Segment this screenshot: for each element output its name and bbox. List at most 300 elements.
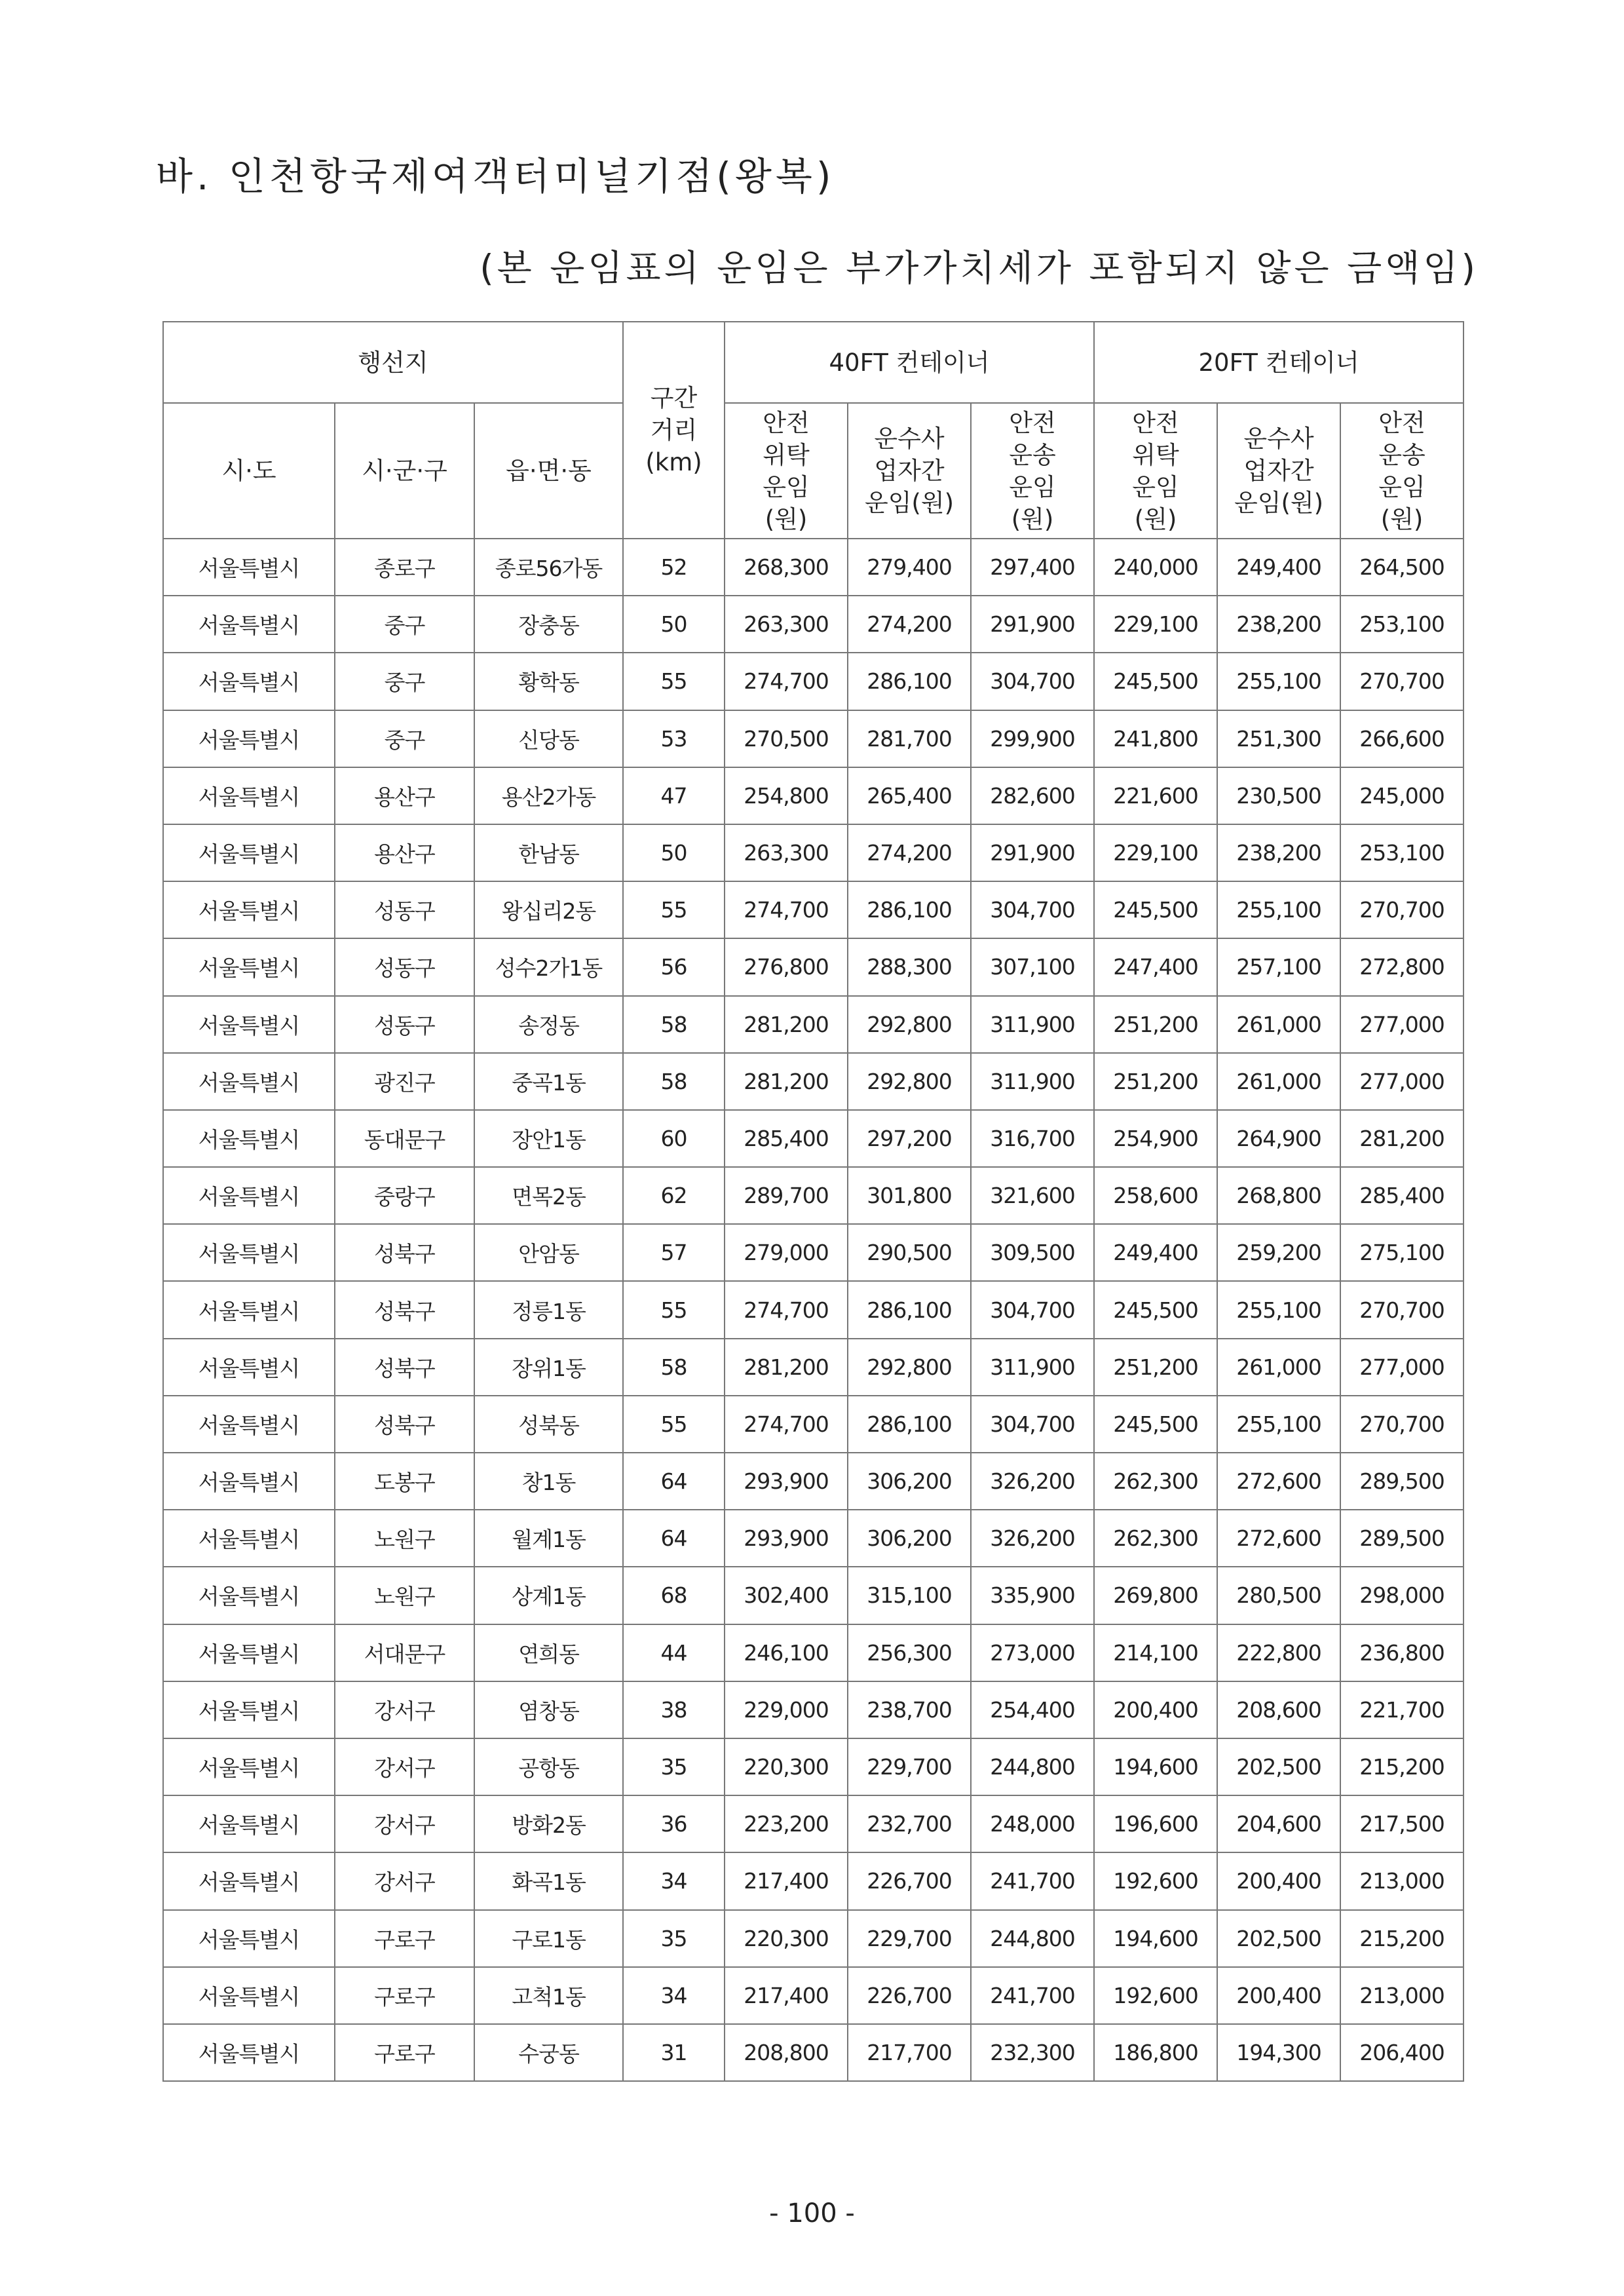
- cell-sido: 서울특별시: [163, 996, 335, 1053]
- cell-distance: 34: [623, 1967, 725, 2024]
- cell-20ft-carrier-rate: 255,100: [1217, 881, 1340, 938]
- cell-sido: 서울특별시: [163, 1510, 335, 1567]
- cell-40ft-carrier-rate: 292,800: [848, 996, 971, 1053]
- header-sido: 시·도: [163, 403, 335, 539]
- cell-40ft-safe-transport: 335,900: [971, 1567, 1094, 1624]
- cell-eupmyeondong: 방화2동: [474, 1795, 623, 1852]
- table-row: [163, 881, 1463, 938]
- cell-40ft-safe-transport: 232,300: [971, 2024, 1094, 2081]
- cell-eupmyeondong: 연희동: [474, 1624, 623, 1681]
- cell-eupmyeondong: 월계1동: [474, 1510, 623, 1567]
- cell-20ft-safe-transport: 270,700: [1340, 653, 1463, 710]
- cell-eupmyeondong: 용산2가동: [474, 767, 623, 824]
- cell-20ft-carrier-rate: 255,100: [1217, 1281, 1340, 1338]
- cell-20ft-safe-consign: 186,800: [1094, 2024, 1217, 2081]
- cell-40ft-safe-transport: 311,900: [971, 996, 1094, 1053]
- cell-40ft-safe-consign: 246,100: [725, 1624, 848, 1681]
- cell-20ft-safe-transport: 277,000: [1340, 1053, 1463, 1110]
- cell-20ft-safe-transport: 277,000: [1340, 1339, 1463, 1396]
- cell-20ft-safe-consign: 251,200: [1094, 1053, 1217, 1110]
- cell-20ft-safe-transport: 215,200: [1340, 1910, 1463, 1967]
- table-row: [163, 1281, 1463, 1338]
- cell-20ft-safe-transport: 277,000: [1340, 996, 1463, 1053]
- table-row: [163, 1567, 1463, 1624]
- cell-20ft-safe-transport: 289,500: [1340, 1453, 1463, 1510]
- cell-sigungu: 강서구: [335, 1681, 474, 1738]
- cell-distance: 38: [623, 1681, 725, 1738]
- cell-20ft-safe-transport: 275,100: [1340, 1224, 1463, 1281]
- cell-20ft-carrier-rate: 208,600: [1217, 1681, 1340, 1738]
- cell-distance: 52: [623, 539, 725, 596]
- cell-distance: 50: [623, 824, 725, 881]
- cell-20ft-carrier-rate: 268,800: [1217, 1167, 1340, 1224]
- header-40ft-safe-consign: 안전위탁운임(원): [725, 403, 848, 539]
- cell-20ft-safe-transport: 245,000: [1340, 767, 1463, 824]
- cell-distance: 55: [623, 881, 725, 938]
- cell-20ft-safe-consign: 200,400: [1094, 1681, 1217, 1738]
- cell-eupmyeondong: 화곡1동: [474, 1852, 623, 1909]
- cell-40ft-safe-consign: 220,300: [725, 1738, 848, 1795]
- cell-sido: 서울특별시: [163, 1281, 335, 1338]
- cell-40ft-safe-consign: 217,400: [725, 1852, 848, 1909]
- cell-40ft-safe-transport: 307,100: [971, 938, 1094, 995]
- cell-distance: 55: [623, 1281, 725, 1338]
- cell-sigungu: 중랑구: [335, 1167, 474, 1224]
- cell-40ft-safe-consign: 302,400: [725, 1567, 848, 1624]
- table-row: [163, 1053, 1463, 1110]
- cell-sigungu: 노원구: [335, 1510, 474, 1567]
- cell-sigungu: 용산구: [335, 767, 474, 824]
- header-40ft-carrier-rate: 운수사업자간 운임(원): [848, 403, 971, 539]
- cell-20ft-carrier-rate: 200,400: [1217, 1967, 1340, 2024]
- cell-eupmyeondong: 장충동: [474, 596, 623, 653]
- cell-distance: 55: [623, 1396, 725, 1453]
- cell-40ft-carrier-rate: 306,200: [848, 1510, 971, 1567]
- cell-20ft-safe-consign: 196,600: [1094, 1795, 1217, 1852]
- cell-sido: 서울특별시: [163, 1339, 335, 1396]
- cell-sido: 서울특별시: [163, 1967, 335, 2024]
- cell-20ft-carrier-rate: 261,000: [1217, 996, 1340, 1053]
- cell-20ft-safe-transport: 270,700: [1340, 881, 1463, 938]
- cell-40ft-safe-transport: 326,200: [971, 1510, 1094, 1567]
- table-row: [163, 2024, 1463, 2081]
- cell-40ft-safe-transport: 326,200: [971, 1453, 1094, 1510]
- cell-sido: 서울특별시: [163, 1910, 335, 1967]
- cell-sigungu: 강서구: [335, 1852, 474, 1909]
- cell-20ft-carrier-rate: 202,500: [1217, 1910, 1340, 1967]
- cell-40ft-carrier-rate: 226,700: [848, 1852, 971, 1909]
- cell-40ft-carrier-rate: 286,100: [848, 881, 971, 938]
- cell-sigungu: 성동구: [335, 938, 474, 995]
- cell-40ft-carrier-rate: 279,400: [848, 539, 971, 596]
- cell-sido: 서울특별시: [163, 710, 335, 767]
- cell-40ft-safe-consign: 274,700: [725, 1281, 848, 1338]
- header-40ft-safe-transport: 안전운송운임(원): [971, 403, 1094, 539]
- cell-eupmyeondong: 성북동: [474, 1396, 623, 1453]
- cell-20ft-safe-consign: 192,600: [1094, 1852, 1217, 1909]
- cell-40ft-safe-transport: 254,400: [971, 1681, 1094, 1738]
- cell-sido: 서울특별시: [163, 1738, 335, 1795]
- cell-sigungu: 성북구: [335, 1281, 474, 1338]
- cell-40ft-safe-transport: 316,700: [971, 1110, 1094, 1167]
- cell-20ft-safe-consign: 194,600: [1094, 1738, 1217, 1795]
- table-row: [163, 1795, 1463, 1852]
- cell-distance: 36: [623, 1795, 725, 1852]
- cell-20ft-safe-consign: 240,000: [1094, 539, 1217, 596]
- header-40ft: 40FT 컨테이너: [725, 322, 1094, 403]
- cell-distance: 55: [623, 653, 725, 710]
- cell-40ft-carrier-rate: 281,700: [848, 710, 971, 767]
- cell-20ft-safe-transport: 289,500: [1340, 1510, 1463, 1567]
- cell-40ft-safe-transport: 297,400: [971, 539, 1094, 596]
- cell-eupmyeondong: 면목2동: [474, 1167, 623, 1224]
- cell-40ft-safe-consign: 293,900: [725, 1453, 848, 1510]
- cell-20ft-carrier-rate: 259,200: [1217, 1224, 1340, 1281]
- table-row: [163, 1224, 1463, 1281]
- cell-20ft-safe-transport: 298,000: [1340, 1567, 1463, 1624]
- cell-20ft-safe-transport: 285,400: [1340, 1167, 1463, 1224]
- cell-20ft-safe-transport: 272,800: [1340, 938, 1463, 995]
- cell-40ft-safe-consign: 223,200: [725, 1795, 848, 1852]
- cell-sido: 서울특별시: [163, 1681, 335, 1738]
- cell-20ft-safe-consign: 245,500: [1094, 1396, 1217, 1453]
- cell-40ft-carrier-rate: 256,300: [848, 1624, 971, 1681]
- cell-sido: 서울특별시: [163, 938, 335, 995]
- cell-40ft-carrier-rate: 274,200: [848, 824, 971, 881]
- cell-eupmyeondong: 안암동: [474, 1224, 623, 1281]
- cell-20ft-safe-consign: 221,600: [1094, 767, 1217, 824]
- cell-20ft-safe-consign: 269,800: [1094, 1567, 1217, 1624]
- cell-40ft-carrier-rate: 315,100: [848, 1567, 971, 1624]
- header-destination: 행선지: [163, 322, 623, 403]
- cell-40ft-carrier-rate: 292,800: [848, 1053, 971, 1110]
- header-20ft-safe-consign: 안전위탁운임(원): [1094, 403, 1217, 539]
- cell-distance: 58: [623, 1339, 725, 1396]
- table-row: [163, 710, 1463, 767]
- cell-eupmyeondong: 상계1동: [474, 1567, 623, 1624]
- cell-40ft-safe-transport: 309,500: [971, 1224, 1094, 1281]
- cell-20ft-carrier-rate: 261,000: [1217, 1053, 1340, 1110]
- cell-sido: 서울특별시: [163, 881, 335, 938]
- cell-40ft-safe-consign: 281,200: [725, 1053, 848, 1110]
- cell-20ft-carrier-rate: 238,200: [1217, 824, 1340, 881]
- cell-sigungu: 구로구: [335, 1967, 474, 2024]
- table-row: [163, 1110, 1463, 1167]
- cell-20ft-safe-transport: 215,200: [1340, 1738, 1463, 1795]
- cell-20ft-safe-consign: 192,600: [1094, 1967, 1217, 2024]
- cell-20ft-safe-transport: 221,700: [1340, 1681, 1463, 1738]
- cell-20ft-carrier-rate: 272,600: [1217, 1510, 1340, 1567]
- cell-eupmyeondong: 신당동: [474, 710, 623, 767]
- cell-distance: 47: [623, 767, 725, 824]
- cell-20ft-carrier-rate: 238,200: [1217, 596, 1340, 653]
- cell-40ft-safe-transport: 304,700: [971, 653, 1094, 710]
- table-row: [163, 1967, 1463, 2024]
- cell-20ft-carrier-rate: 280,500: [1217, 1567, 1340, 1624]
- cell-20ft-safe-transport: 264,500: [1340, 539, 1463, 596]
- cell-distance: 58: [623, 1053, 725, 1110]
- table-row: [163, 1681, 1463, 1738]
- cell-40ft-carrier-rate: 226,700: [848, 1967, 971, 2024]
- cell-40ft-carrier-rate: 232,700: [848, 1795, 971, 1852]
- cell-40ft-safe-transport: 248,000: [971, 1795, 1094, 1852]
- cell-40ft-safe-consign: 274,700: [725, 653, 848, 710]
- cell-20ft-carrier-rate: 255,100: [1217, 1396, 1340, 1453]
- cell-distance: 34: [623, 1852, 725, 1909]
- table-row: [163, 1396, 1463, 1453]
- cell-sido: 서울특별시: [163, 1795, 335, 1852]
- cell-distance: 64: [623, 1453, 725, 1510]
- cell-eupmyeondong: 왕십리2동: [474, 881, 623, 938]
- cell-40ft-safe-consign: 254,800: [725, 767, 848, 824]
- cell-sigungu: 용산구: [335, 824, 474, 881]
- cell-20ft-carrier-rate: 272,600: [1217, 1453, 1340, 1510]
- cell-40ft-safe-consign: 220,300: [725, 1910, 848, 1967]
- cell-distance: 53: [623, 710, 725, 767]
- cell-sido: 서울특별시: [163, 1624, 335, 1681]
- cell-20ft-safe-transport: 236,800: [1340, 1624, 1463, 1681]
- cell-40ft-safe-transport: 291,900: [971, 596, 1094, 653]
- cell-40ft-carrier-rate: 301,800: [848, 1167, 971, 1224]
- cell-sigungu: 성동구: [335, 996, 474, 1053]
- cell-eupmyeondong: 한남동: [474, 824, 623, 881]
- cell-sido: 서울특별시: [163, 1224, 335, 1281]
- cell-40ft-safe-consign: 281,200: [725, 996, 848, 1053]
- cell-eupmyeondong: 송정동: [474, 996, 623, 1053]
- table-row: [163, 767, 1463, 824]
- cell-distance: 35: [623, 1910, 725, 1967]
- cell-40ft-safe-transport: 299,900: [971, 710, 1094, 767]
- cell-40ft-safe-transport: 282,600: [971, 767, 1094, 824]
- cell-20ft-safe-transport: 253,100: [1340, 596, 1463, 653]
- cell-sido: 서울특별시: [163, 1110, 335, 1167]
- cell-sigungu: 성북구: [335, 1396, 474, 1453]
- cell-sigungu: 광진구: [335, 1053, 474, 1110]
- cell-40ft-safe-consign: 279,000: [725, 1224, 848, 1281]
- cell-sigungu: 종로구: [335, 539, 474, 596]
- table-row: [163, 824, 1463, 881]
- cell-20ft-safe-consign: 245,500: [1094, 653, 1217, 710]
- page-number: - 100 -: [769, 2198, 855, 2229]
- cell-20ft-safe-consign: 251,200: [1094, 996, 1217, 1053]
- cell-20ft-safe-consign: 194,600: [1094, 1910, 1217, 1967]
- vat-note: (본 운임표의 운임은 부가가치세가 포함되지 않은 금액임): [480, 247, 1479, 289]
- cell-eupmyeondong: 정릉1동: [474, 1281, 623, 1338]
- cell-sido: 서울특별시: [163, 1053, 335, 1110]
- table-row: [163, 996, 1463, 1053]
- cell-sido: 서울특별시: [163, 539, 335, 596]
- cell-20ft-safe-transport: 213,000: [1340, 1967, 1463, 2024]
- cell-sido: 서울특별시: [163, 767, 335, 824]
- cell-eupmyeondong: 공항동: [474, 1738, 623, 1795]
- header-sigungu: 시·군·구: [335, 403, 474, 539]
- cell-distance: 68: [623, 1567, 725, 1624]
- cell-20ft-safe-consign: 245,500: [1094, 881, 1217, 938]
- cell-sido: 서울특별시: [163, 824, 335, 881]
- cell-20ft-safe-transport: 206,400: [1340, 2024, 1463, 2081]
- cell-20ft-carrier-rate: 200,400: [1217, 1852, 1340, 1909]
- cell-40ft-safe-transport: 321,600: [971, 1167, 1094, 1224]
- cell-sigungu: 중구: [335, 653, 474, 710]
- cell-40ft-safe-consign: 270,500: [725, 710, 848, 767]
- cell-40ft-safe-transport: 241,700: [971, 1967, 1094, 2024]
- cell-20ft-safe-transport: 281,200: [1340, 1110, 1463, 1167]
- fare-table-body: [163, 539, 1463, 2081]
- cell-40ft-safe-consign: 274,700: [725, 881, 848, 938]
- cell-40ft-safe-transport: 304,700: [971, 1396, 1094, 1453]
- cell-40ft-carrier-rate: 229,700: [848, 1910, 971, 1967]
- cell-distance: 62: [623, 1167, 725, 1224]
- cell-sido: 서울특별시: [163, 1567, 335, 1624]
- table-row: [163, 1738, 1463, 1795]
- cell-20ft-safe-transport: 270,700: [1340, 1396, 1463, 1453]
- cell-sigungu: 성북구: [335, 1224, 474, 1281]
- cell-eupmyeondong: 장위1동: [474, 1339, 623, 1396]
- cell-eupmyeondong: 염창동: [474, 1681, 623, 1738]
- cell-distance: 31: [623, 2024, 725, 2081]
- table-row: [163, 938, 1463, 995]
- cell-20ft-carrier-rate: 251,300: [1217, 710, 1340, 767]
- cell-20ft-safe-consign: 249,400: [1094, 1224, 1217, 1281]
- cell-distance: 64: [623, 1510, 725, 1567]
- header-eupmyeondong: 읍·면·동: [474, 403, 623, 539]
- cell-40ft-safe-consign: 289,700: [725, 1167, 848, 1224]
- section-title: 바. 인천항국제여객터미널기점(왕복): [156, 154, 835, 199]
- cell-eupmyeondong: 황학동: [474, 653, 623, 710]
- table-row: [163, 1910, 1463, 1967]
- cell-distance: 58: [623, 996, 725, 1053]
- cell-40ft-safe-consign: 217,400: [725, 1967, 848, 2024]
- cell-20ft-safe-consign: 229,100: [1094, 596, 1217, 653]
- cell-sido: 서울특별시: [163, 596, 335, 653]
- cell-sigungu: 성북구: [335, 1339, 474, 1396]
- cell-20ft-carrier-rate: 249,400: [1217, 539, 1340, 596]
- cell-40ft-safe-transport: 241,700: [971, 1852, 1094, 1909]
- cell-sigungu: 성동구: [335, 881, 474, 938]
- cell-40ft-safe-consign: 276,800: [725, 938, 848, 995]
- cell-20ft-carrier-rate: 257,100: [1217, 938, 1340, 995]
- cell-sigungu: 도봉구: [335, 1453, 474, 1510]
- cell-distance: 35: [623, 1738, 725, 1795]
- cell-40ft-safe-transport: 304,700: [971, 881, 1094, 938]
- cell-40ft-safe-transport: 311,900: [971, 1339, 1094, 1396]
- cell-eupmyeondong: 수궁동: [474, 2024, 623, 2081]
- table-row: [163, 1167, 1463, 1224]
- cell-sigungu: 구로구: [335, 2024, 474, 2081]
- cell-20ft-safe-consign: 251,200: [1094, 1339, 1217, 1396]
- cell-40ft-carrier-rate: 274,200: [848, 596, 971, 653]
- cell-40ft-carrier-rate: 290,500: [848, 1224, 971, 1281]
- cell-40ft-safe-transport: 244,800: [971, 1910, 1094, 1967]
- cell-20ft-safe-transport: 270,700: [1340, 1281, 1463, 1338]
- cell-eupmyeondong: 고척1동: [474, 1967, 623, 2024]
- cell-eupmyeondong: 종로56가동: [474, 539, 623, 596]
- cell-20ft-carrier-rate: 202,500: [1217, 1738, 1340, 1795]
- cell-40ft-carrier-rate: 217,700: [848, 2024, 971, 2081]
- cell-eupmyeondong: 장안1동: [474, 1110, 623, 1167]
- table-row: [163, 1624, 1463, 1681]
- cell-40ft-carrier-rate: 288,300: [848, 938, 971, 995]
- cell-40ft-safe-consign: 268,300: [725, 539, 848, 596]
- cell-20ft-carrier-rate: 204,600: [1217, 1795, 1340, 1852]
- cell-sigungu: 중구: [335, 596, 474, 653]
- cell-sido: 서울특별시: [163, 653, 335, 710]
- cell-sigungu: 강서구: [335, 1795, 474, 1852]
- cell-20ft-safe-transport: 253,100: [1340, 824, 1463, 881]
- cell-20ft-safe-consign: 262,300: [1094, 1510, 1217, 1567]
- cell-sido: 서울특별시: [163, 1167, 335, 1224]
- cell-40ft-carrier-rate: 265,400: [848, 767, 971, 824]
- cell-40ft-carrier-rate: 286,100: [848, 1396, 971, 1453]
- header-20ft-carrier-rate: 운수사업자간 운임(원): [1217, 403, 1340, 539]
- cell-distance: 44: [623, 1624, 725, 1681]
- cell-40ft-safe-transport: 304,700: [971, 1281, 1094, 1338]
- cell-20ft-carrier-rate: 261,000: [1217, 1339, 1340, 1396]
- cell-40ft-safe-consign: 285,400: [725, 1110, 848, 1167]
- cell-40ft-safe-consign: 274,700: [725, 1396, 848, 1453]
- cell-20ft-safe-consign: 262,300: [1094, 1453, 1217, 1510]
- header-20ft-safe-transport: 안전운송운임(원): [1340, 403, 1463, 539]
- cell-40ft-safe-transport: 273,000: [971, 1624, 1094, 1681]
- table-row: [163, 596, 1463, 653]
- cell-40ft-safe-consign: 281,200: [725, 1339, 848, 1396]
- cell-20ft-carrier-rate: 264,900: [1217, 1110, 1340, 1167]
- cell-sigungu: 노원구: [335, 1567, 474, 1624]
- cell-20ft-safe-transport: 266,600: [1340, 710, 1463, 767]
- cell-20ft-carrier-rate: 230,500: [1217, 767, 1340, 824]
- cell-40ft-carrier-rate: 286,100: [848, 1281, 971, 1338]
- cell-40ft-carrier-rate: 286,100: [848, 653, 971, 710]
- cell-40ft-carrier-rate: 306,200: [848, 1453, 971, 1510]
- cell-sigungu: 동대문구: [335, 1110, 474, 1167]
- cell-40ft-carrier-rate: 292,800: [848, 1339, 971, 1396]
- cell-20ft-safe-consign: 254,900: [1094, 1110, 1217, 1167]
- cell-20ft-safe-transport: 213,000: [1340, 1852, 1463, 1909]
- cell-20ft-safe-consign: 229,100: [1094, 824, 1217, 881]
- cell-eupmyeondong: 창1동: [474, 1453, 623, 1510]
- cell-distance: 60: [623, 1110, 725, 1167]
- cell-40ft-carrier-rate: 297,200: [848, 1110, 971, 1167]
- cell-eupmyeondong: 중곡1동: [474, 1053, 623, 1110]
- cell-sigungu: 구로구: [335, 1910, 474, 1967]
- cell-40ft-carrier-rate: 238,700: [848, 1681, 971, 1738]
- cell-sigungu: 강서구: [335, 1738, 474, 1795]
- cell-sido: 서울특별시: [163, 1396, 335, 1453]
- cell-eupmyeondong: 구로1동: [474, 1910, 623, 1967]
- cell-sigungu: 서대문구: [335, 1624, 474, 1681]
- cell-20ft-safe-consign: 247,400: [1094, 938, 1217, 995]
- cell-40ft-safe-consign: 263,300: [725, 596, 848, 653]
- cell-40ft-safe-consign: 208,800: [725, 2024, 848, 2081]
- cell-20ft-safe-consign: 241,800: [1094, 710, 1217, 767]
- cell-20ft-carrier-rate: 194,300: [1217, 2024, 1340, 2081]
- cell-20ft-safe-consign: 258,600: [1094, 1167, 1217, 1224]
- table-row: [163, 1852, 1463, 1909]
- cell-20ft-carrier-rate: 222,800: [1217, 1624, 1340, 1681]
- fare-table: [162, 321, 1464, 2082]
- cell-distance: 57: [623, 1224, 725, 1281]
- cell-eupmyeondong: 성수2가1동: [474, 938, 623, 995]
- cell-40ft-safe-transport: 291,900: [971, 824, 1094, 881]
- header-distance: 구간거리(km): [623, 322, 725, 539]
- cell-40ft-safe-transport: 244,800: [971, 1738, 1094, 1795]
- cell-40ft-carrier-rate: 229,700: [848, 1738, 971, 1795]
- table-row: [163, 1339, 1463, 1396]
- cell-sido: 서울특별시: [163, 1852, 335, 1909]
- table-row: [163, 653, 1463, 710]
- cell-40ft-safe-consign: 263,300: [725, 824, 848, 881]
- cell-20ft-safe-transport: 217,500: [1340, 1795, 1463, 1852]
